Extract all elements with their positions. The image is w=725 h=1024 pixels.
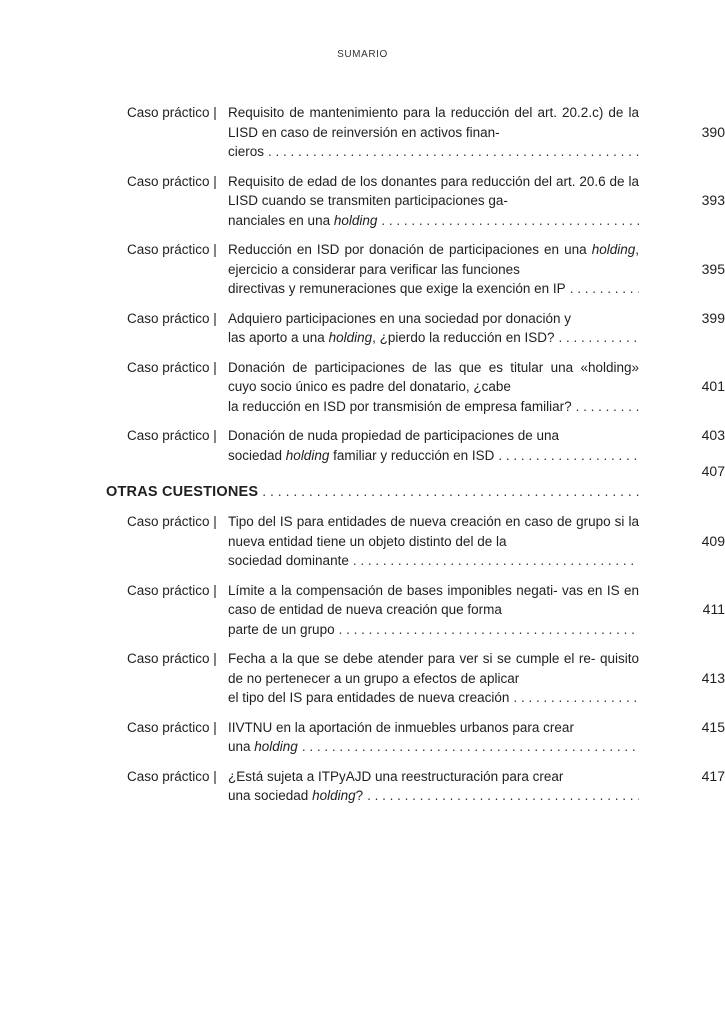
toc-entry[interactable]	[0, 718, 725, 757]
entry-prefix: Caso práctico |	[127, 768, 217, 784]
entry-title: Fecha a la que se debe atender para ver si se cumple el re- quisito de no pertenecer a un grupo a efectos de aplicar	[228, 651, 639, 686]
page-number: 403	[701, 427, 725, 443]
running-header: SUMARIO	[337, 49, 388, 60]
toc-entry[interactable]	[0, 103, 725, 162]
leader-dots	[558, 328, 639, 348]
entry-title-end: una holding	[228, 739, 298, 754]
entry-prefix: Caso práctico |	[127, 242, 217, 257]
entry-title: Tipo del IS para entidades de nueva creación en caso de grupo si la nueva entidad tiene un objeto distinto del de la	[228, 514, 639, 549]
page-number: 395	[701, 260, 725, 277]
leader-dots	[353, 551, 639, 571]
leader-dots	[498, 446, 639, 466]
leader-dots	[570, 279, 639, 299]
leader-dots	[268, 142, 639, 162]
leader-dots	[339, 620, 639, 640]
page-number: 399	[701, 309, 725, 326]
page-number: 413	[701, 669, 725, 686]
entry-title-end: sociedad dominante	[228, 553, 349, 568]
page-number: 411	[702, 601, 725, 617]
entry-prefix: Caso práctico |	[127, 428, 217, 443]
page-number: 390	[701, 123, 725, 140]
entry-title: Reducción en ISD por donación de participaciones en una holding, ejercicio a considerar para verificar las funciones	[228, 242, 639, 277]
entry-title-end: nanciales en una holding	[228, 212, 378, 228]
page-number: 393	[701, 192, 725, 208]
page-number: 409	[701, 532, 725, 549]
toc-entry[interactable]	[0, 358, 725, 417]
entry-title: Donación de nuda propiedad de participaciones de una	[228, 428, 560, 443]
entry-title: IIVTNU en la aportación de inmuebles urbanos para crear	[228, 719, 574, 735]
entry-title-end: el tipo del IS para entidades de nueva creación	[228, 690, 510, 705]
entry-title: Adquiero participaciones en una sociedad por donación y	[228, 310, 571, 326]
entry-title-end: parte de un grupo	[228, 621, 335, 637]
entry-title: Requisito de mantenimiento para la reducción del art. 20.2.c) de la LISD en caso de reinversión en activos finan-	[228, 105, 639, 140]
entry-title: Requisito de edad de los donantes para reducción del art. 20.6 de la LISD cuando se transmiten participaciones ga-	[228, 173, 639, 208]
entry-title: Límite a la compensación de bases imponibles negati- vas en IS en caso de entidad de nueva creación que forma	[228, 582, 639, 617]
entry-title-end: sociedad holding familiar y reducción en ISD	[228, 447, 495, 463]
page-number: 415	[701, 718, 725, 735]
page-number: 417	[701, 767, 725, 784]
entry-prefix: Caso práctico |	[127, 651, 217, 666]
entry-prefix: Caso práctico |	[127, 514, 217, 529]
entry-title-end: cieros	[228, 144, 265, 159]
page-number: 401	[701, 378, 725, 394]
entry-title: Donación de participaciones de las que es titular una «holding» cuyo socio único es padre del donatario, ¿cabe	[228, 359, 639, 394]
toc-entry[interactable]	[0, 426, 725, 465]
entry-title-end: las aporto a una holding, ¿pierdo la reducción en ISD?	[228, 330, 555, 345]
leader-dots	[381, 211, 639, 231]
section-heading[interactable]	[0, 463, 725, 502]
entry-title-end: directivas y remuneraciones que exige la exención en IP	[228, 281, 566, 296]
entry-prefix: Caso práctico |	[127, 582, 217, 598]
entry-title: ¿Está sujeta a ITPyAJD una reestructuración para crear	[228, 768, 564, 784]
toc-entry[interactable]	[0, 240, 725, 299]
entry-prefix: Caso práctico |	[127, 105, 217, 120]
toc-entry[interactable]	[0, 581, 725, 640]
leader-dots	[367, 786, 639, 806]
toc-entry[interactable]	[0, 309, 725, 348]
table-of-contents	[0, 103, 725, 816]
entry-prefix: Caso práctico |	[127, 719, 217, 735]
section-title: OTRAS CUESTIONES	[106, 484, 259, 500]
toc-entry[interactable]	[0, 649, 725, 708]
leader-dots	[513, 688, 639, 708]
page-number: 407	[701, 463, 725, 479]
leader-dots	[262, 481, 639, 501]
entry-prefix: Caso práctico |	[127, 359, 217, 375]
leader-dots	[302, 737, 639, 757]
entry-prefix: Caso práctico |	[127, 310, 217, 326]
entry-title-end: una sociedad holding?	[228, 788, 364, 803]
toc-entry[interactable]	[0, 172, 725, 231]
leader-dots	[576, 397, 639, 417]
toc-entry[interactable]	[0, 767, 725, 806]
entry-prefix: Caso práctico |	[127, 173, 217, 189]
toc-entry[interactable]	[0, 512, 725, 571]
entry-title-end: la reducción en ISD por transmisión de empresa familiar?	[228, 398, 572, 414]
